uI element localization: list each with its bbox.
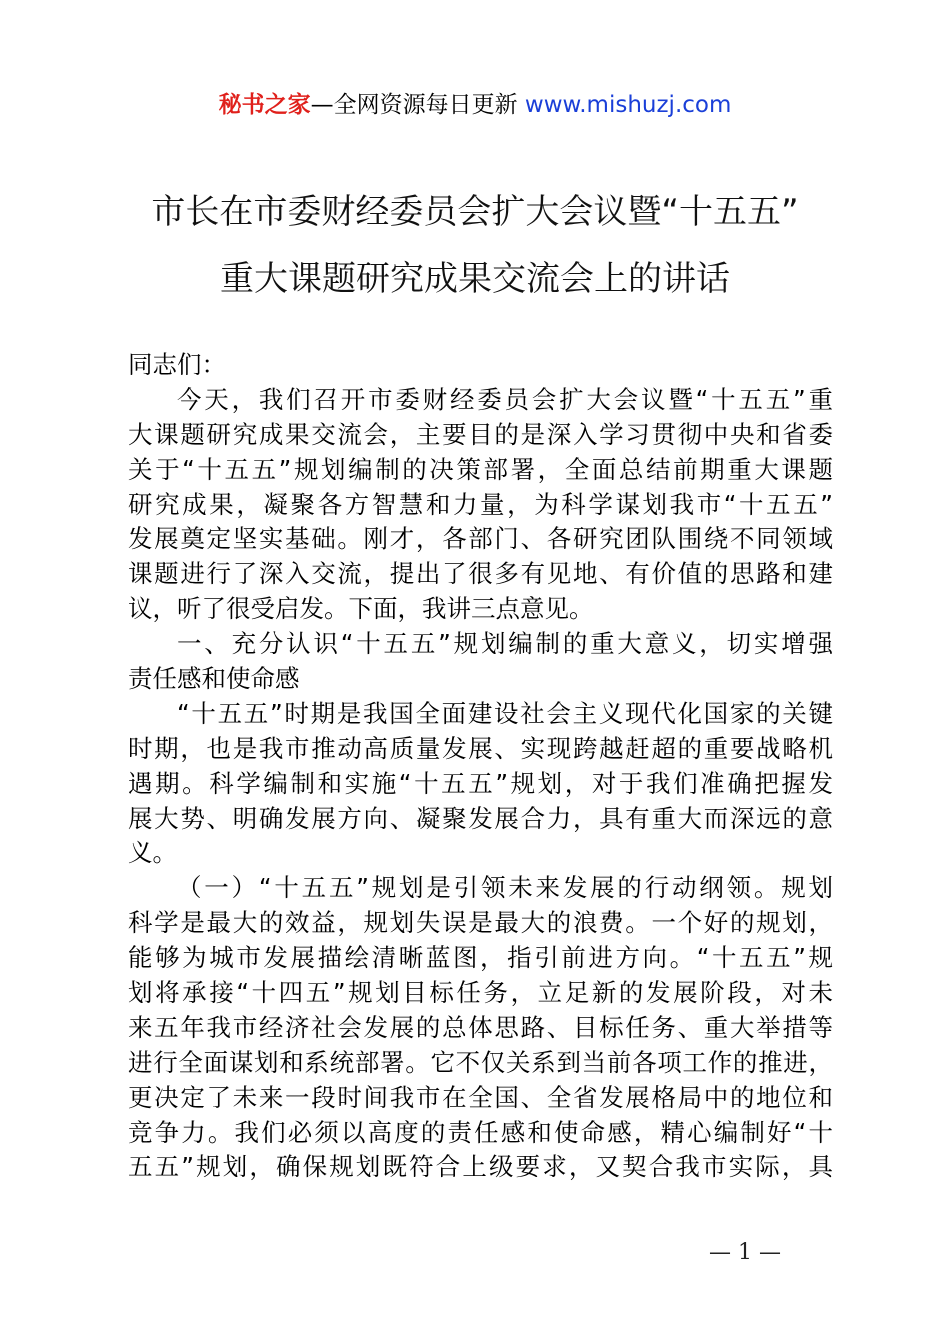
body-line: 竞争力。我们必须以高度的责任感和使命感，精心编制好“十	[128, 1117, 833, 1147]
body-line: 义。	[128, 838, 177, 868]
body-line: 能够为城市发展描绘清晰蓝图，指引前进方向。“十五五”规	[128, 943, 833, 973]
body-line: 划将承接“十四五”规划目标任务，立足新的发展阶段，对未	[128, 978, 833, 1008]
body-line: 进行全面谋划和系统部署。它不仅关系到当前各项工作的推进，	[128, 1047, 833, 1077]
section-heading-line: 责任感和使命感	[128, 664, 300, 694]
document-title-line-1: 市长在市委财经委员会扩大会议暨“十五五”	[151, 192, 799, 232]
body-line: 时期，也是我市推动高质量发展、实现跨越赶超的重要战略机	[128, 733, 833, 763]
site-brand: 秘书之家	[218, 92, 311, 118]
body-line: 议，听了很受启发。下面，我讲三点意见。	[128, 594, 594, 624]
site-tagline: —全网资源每日更新	[310, 92, 518, 118]
site-url-link[interactable]: www.mishuzj.com	[524, 92, 732, 118]
body-line: 大课题研究成果交流会，主要目的是深入学习贯彻中央和省委	[128, 419, 833, 449]
body-line: “十五五”时期是我国全面建设社会主义现代化国家的关键	[177, 698, 833, 728]
site-header	[0, 88, 950, 122]
body-line: 五五”规划，确保规划既符合上级要求，又契合我市实际，具	[128, 1152, 833, 1182]
page-number: — 1 —	[709, 1240, 781, 1265]
salutation: 同志们：	[128, 350, 226, 379]
body-line: 科学是最大的效益，规划失误是最大的浪费。一个好的规划，	[128, 908, 833, 938]
body-line: 今天，我们召开市委财经委员会扩大会议暨“十五五”重	[177, 384, 833, 414]
document-title-line-2: 重大课题研究成果交流会上的讲话	[220, 259, 730, 299]
section-heading-line: 一、充分认识“十五五”规划编制的重大意义，切实增强	[177, 629, 833, 659]
body-line: 课题进行了深入交流，提出了很多有见地、有价值的思路和建	[128, 559, 833, 589]
body-line: 更决定了未来一段时间我市在全国、全省发展格局中的地位和	[128, 1082, 833, 1112]
body-line: 展大势、明确发展方向、凝聚发展合力，具有重大而深远的意	[128, 803, 833, 833]
body-line: 遇期。科学编制和实施“十五五”规划，对于我们准确把握发	[128, 768, 833, 798]
body-line: 研究成果，凝聚各方智慧和力量，为科学谋划我市“十五五”	[128, 489, 833, 519]
body-line: 发展奠定坚实基础。刚才，各部门、各研究团队围绕不同领域	[128, 524, 833, 554]
body-line: 来五年我市经济社会发展的总体思路、目标任务、重大举措等	[128, 1012, 833, 1042]
document-body	[128, 348, 833, 1185]
body-line: 关于“十五五”规划编制的决策部署，全面总结前期重大课题	[128, 454, 833, 484]
subsection-line: （一）“十五五”规划是引领未来发展的行动纲领。规划	[177, 873, 833, 903]
